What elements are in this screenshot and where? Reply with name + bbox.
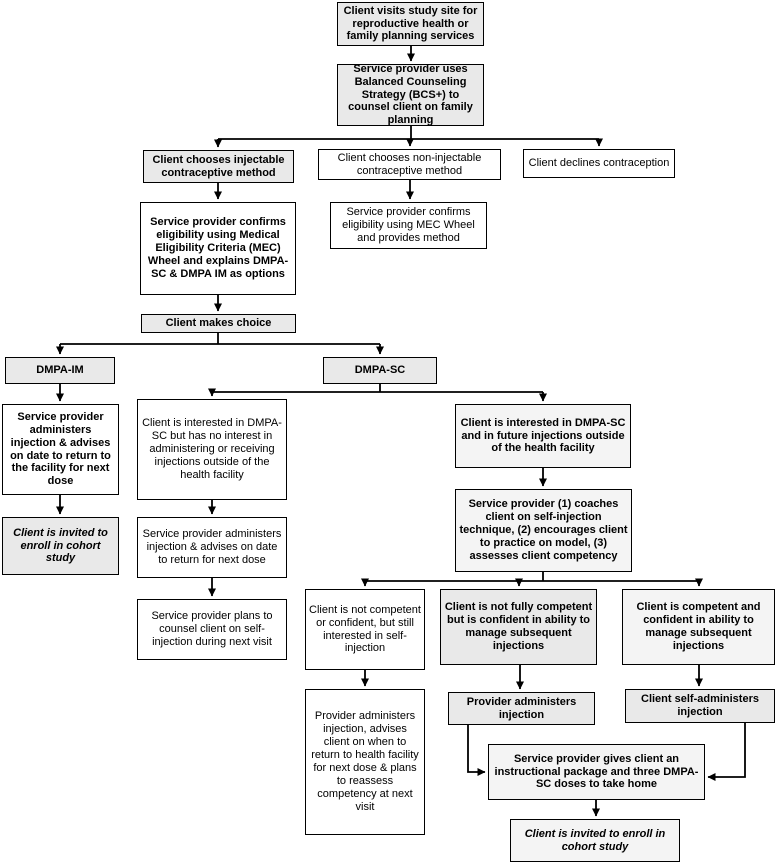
node-client-self-administers: Client self-administers injection	[625, 689, 775, 723]
node-not-fully-competent-confident: Client is not fully competent but is confident in ability to manage subsequent injections	[440, 589, 597, 665]
node-provider-reassess-next-visit: Provider administers injection, advises client on when to return to health facility for next dose & plans to reassess competency at next visit	[305, 689, 425, 835]
node-coach-self-injection: Service provider (1) coaches client on self-injection technique, (2) encourages client to practice on model, (3) assesses client competency	[455, 489, 632, 572]
node-provider-administers-injection: Provider administers injection	[448, 692, 595, 725]
node-im-cohort-invite: Client is invited to enroll in cohort study	[2, 517, 119, 575]
node-sc-self-injection-interest: Client is interested in DMPA-SC and in future injections outside of the health facility	[455, 404, 631, 468]
node-dmpa-sc: DMPA-SC	[323, 357, 437, 384]
node-chooses-injectable: Client chooses injectable contraceptive method	[143, 150, 294, 183]
node-sc-counsel-next-visit: Service provider plans to counsel client on self-injection during next visit	[137, 599, 287, 660]
node-im-administer-injection: Service provider administers injection & advises on date to return to the facility for next dose	[2, 404, 119, 495]
node-not-competent-interested: Client is not competent or confident, but still interested in self-injection	[305, 589, 425, 670]
node-sc-administer-return: Service provider administers injection & advises on date to return for next dose	[137, 517, 287, 578]
node-sc-no-self-injection-interest: Client is interested in DMPA-SC but has no interest in administering or receiving injections outside of the health facility	[137, 399, 287, 500]
node-confirm-eligibility-provides-method: Service provider confirms eligibility using MEC Wheel and provides method	[330, 202, 487, 249]
node-declines-contraception: Client declines contraception	[523, 149, 675, 178]
node-instructional-package: Service provider gives client an instructional package and three DMPA-SC doses to take home	[488, 744, 705, 800]
node-competent-confident: Client is competent and confident in ability to manage subsequent injections	[622, 589, 775, 665]
node-cohort-enroll-invite: Client is invited to enroll in cohort study	[510, 819, 680, 862]
node-confirm-eligibility-dmpa-options: Service provider confirms eligibility using Medical Eligibility Criteria (MEC) Wheel and explains DMPA-SC & DMPA IM as options	[140, 202, 296, 295]
node-balanced-counseling: Service provider uses Balanced Counseling Strategy (BCS+) to counsel client on family planning	[337, 64, 484, 126]
node-dmpa-im: DMPA-IM	[5, 357, 115, 384]
node-client-makes-choice: Client makes choice	[141, 314, 296, 333]
node-client-visits-site: Client visits study site for reproductive health or family planning services	[337, 2, 484, 46]
node-chooses-non-injectable: Client chooses non-injectable contraceptive method	[318, 149, 501, 180]
